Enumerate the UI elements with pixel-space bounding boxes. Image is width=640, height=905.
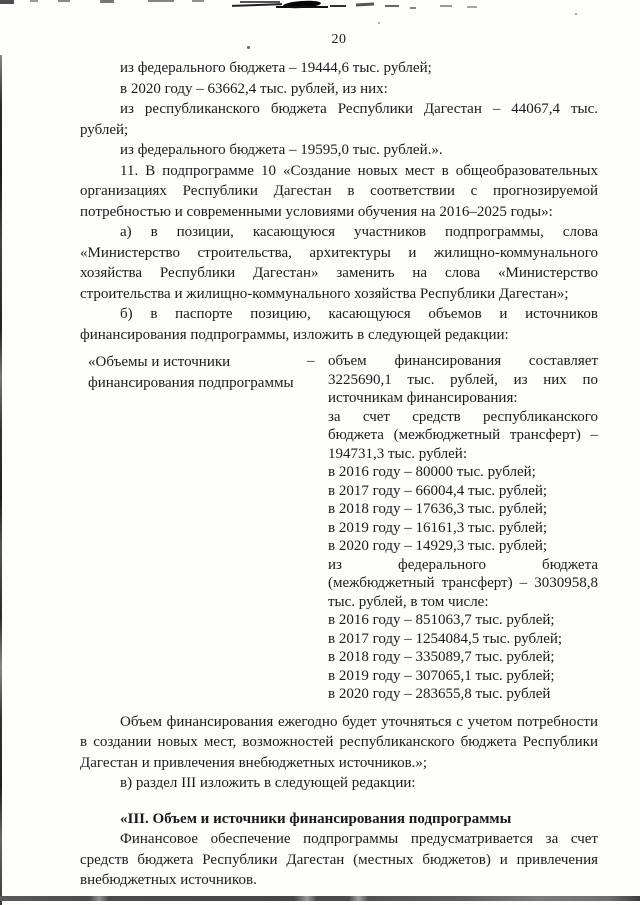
scan-artifact-speck: [58, 0, 70, 2]
scan-artifact-speck: [30, 0, 38, 2]
financing-item: из федерального бюджета (межбюджетный трансферт) – 3030958,8 тыс. рублей, в том числе:: [328, 556, 598, 610]
section-iii-heading: «III. Объем и источники финансирования подпрограммы: [120, 810, 512, 827]
financing-item: в 2018 году – 335089,7 тыс. рублей;: [328, 649, 555, 665]
financing-item: в 2020 году – 14929,3 тыс. рублей;: [328, 538, 548, 554]
budget-line: из федерального бюджета – 19595,0 тыс. рублей.».: [120, 142, 443, 158]
scan-artifact-speck: [467, 6, 477, 8]
financing-item: в 2019 году – 307065,1 тыс. рублей;: [328, 667, 555, 684]
scan-artifact-speck: [192, 0, 204, 2]
scan-artifact-smudge-streak: [385, 5, 399, 7]
scan-artifact-bottom-bar: [0, 896, 640, 901]
budget-line: из федерального бюджета – 19444,6 тыс. рублей;: [120, 60, 432, 76]
passport-row-values: [328, 352, 598, 704]
budget-line: в 2020 году – 63662,4 тыс. рублей, из них:: [120, 80, 388, 97]
scan-artifact-speck: [410, 7, 416, 9]
document-body: [80, 58, 598, 891]
scan-artifact-smudge-streak: [232, 3, 282, 7]
scan-artifact-ink-blob: [283, 0, 321, 9]
scan-artifact-smudge-streak: [330, 5, 346, 7]
scan-artifact-dot: [378, 22, 380, 24]
scan-artifact-top-left-bar: [0, 0, 14, 4]
subclause-v-paragraph: в) раздел III изложить в следующей редакции:: [120, 775, 416, 791]
financing-item: в 2016 году – 80000 тыс. рублей;: [328, 464, 536, 480]
scan-artifact-dot: [575, 13, 577, 15]
financing-item: за счет средств республиканского бюджета (межбюджетный трансферт) – 194731,3 тыс. рублей:: [328, 408, 598, 462]
subclause-a-paragraph: а) в позиции, касающуюся участников подпрограммы, слова «Министерство строительства, архитектуры и жилищно-коммунального хозяйства Республики Дагестан» заменить на слова «Министерство строительства и жилищно-коммунального хозяйства Республики Дагестан»;: [80, 224, 598, 302]
financing-item: объем финансирования составляет 3225690,1 тыс. рублей, из них по источникам финансирования:: [328, 353, 598, 406]
scan-artifact-smudge-streak: [240, 1, 280, 3]
financing-item: в 2019 году – 16161,3 тыс. рублей;: [328, 519, 548, 536]
financial-support-paragraph: Финансовое обеспечение подпрограммы предусматривается за счет средств бюджета Республики Дагестан (местных бюджетов) и привлечения внебюджетных источников.: [80, 831, 598, 888]
scan-artifact-speck: [100, 0, 114, 3]
budget-line: из республиканского бюджета Республики Дагестан – 44067,4 тыс. рублей;: [80, 101, 598, 138]
page-number: 20: [331, 32, 347, 47]
passport-volume-row: [80, 352, 598, 704]
financing-item: в 2017 году – 1254084,5 тыс. рублей;: [328, 630, 563, 647]
volume-clarification-paragraph: Объем финансирования ежегодно будет уточняться с учетом потребности в создании новых мест, возможностей республиканского бюджета Республики Дагестан и привлечения внебюджетных источников.»;: [80, 713, 598, 771]
scan-artifact-ink-blob-tail: [276, 6, 328, 8]
financing-item: в 2017 году – 66004,4 тыс. рублей;: [328, 482, 548, 499]
financing-item: в 2020 году – 283655,8 тыс. рублей: [328, 686, 551, 702]
scan-artifact-speck: [148, 0, 174, 2]
passport-row-dash: –: [307, 353, 315, 369]
financing-item: в 2016 году – 851063,7 тыс. рублей;: [328, 612, 555, 628]
scan-artifact-smudge-streak: [356, 3, 374, 7]
scan-artifact-speck: [440, 5, 452, 7]
clause-11-paragraph: 11. В подпрограмме 10 «Создание новых мест в общеобразовательных организациях Республики Дагестан в соответствии с прогнозируемой потребностью и современными условиями обучения на 2016–2025 годы»:: [80, 162, 598, 220]
scan-artifact-left-edge-line: [0, 55, 2, 905]
subclause-b-paragraph: б) в паспорте позицию, касающуюся объемов и источников финансирования подпрограммы, изложить в следующей редакции:: [80, 306, 598, 343]
financing-item: в 2018 году – 17636,3 тыс. рублей;: [328, 501, 548, 517]
passport-row-label: «Объемы и источники финансирования подпрограммы: [88, 354, 294, 391]
